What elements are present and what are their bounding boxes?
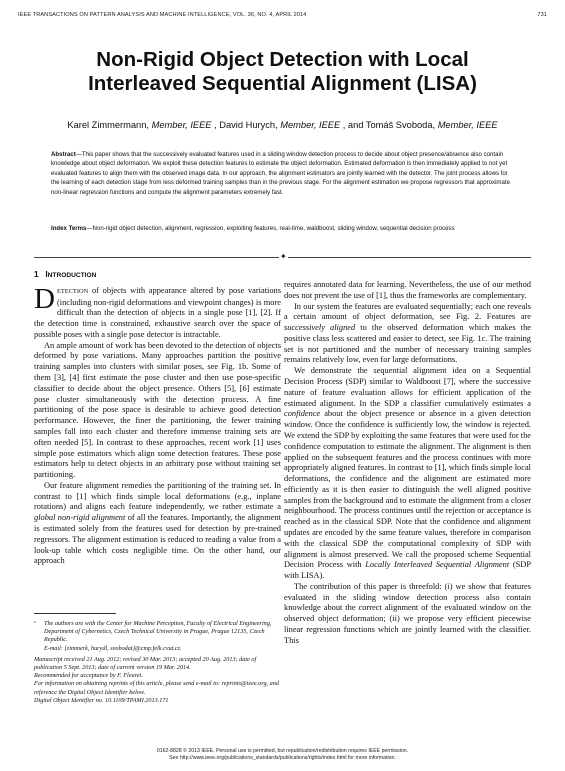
footnotes [34, 620, 281, 705]
index-terms-label: Index Terms [51, 225, 87, 232]
emphasis: Locally Interleaved Sequential Alignment [365, 560, 510, 570]
abstract [51, 150, 514, 197]
author-2-role: Member, IEEE [280, 120, 341, 130]
footnote-affiliation: The authors are with the Center for Machine Perception, Faculty of Electrical Engineering, Department of Cybernetics, Czech Technical University in Prague, Prague 12135, Czech Republic. [44, 620, 272, 644]
paragraph-text: to the observed deformation which makes the positive class less scattered and easier to detect, see Fig. 1c. The training set is not partitioned and the number of necessary training samples remains relatively low, even for large deformations. [284, 323, 531, 365]
footnote-received: Manuscript received 21 Aug. 2012; revised 30 Mar. 2013; accepted 20 Aug. 2013; date of publication 5 Sept. 2013; date of current version 19 Mar. 2014. [34, 655, 257, 672]
paragraph [34, 282, 281, 341]
drop-cap: D [34, 282, 55, 315]
journal-header: IEEE TRANSACTIONS ON PATTERN ANALYSIS AND MACHINE INTELLIGENCE, VOL. 36, NO. 4, APRIL 2014 [18, 12, 307, 18]
paragraph: requires annotated data for learning. Nevertheless, the use of our method does not prevent the use of [1], thus the frameworks are complementary. [284, 280, 531, 300]
author-1-name: Karel Zimmermann, [67, 120, 152, 130]
paper-title [30, 48, 535, 96]
emphasis: successively aligned [284, 323, 356, 333]
abstract-text: —This paper shows that the successively evaluated features used in a sliding window detection process to decide about object presence/absence also contain knowledge about object deformation. We exploit these detection features to estimate the object deformation. Estimated deformation is then immediately applied to not yet evaluated features to align them with the observed image data. In our approach, the alignment estimators are jointly learned with the detector. The joint process allows for the learning of each detection stage from less deformed training samples than in the previous stage. For the alignment estimation we propose regressors that approximate non-linear regression functions and compute the alignment parameters extremely fast. [51, 151, 510, 196]
copyright-line-1: 0162-8828 © 2013 IEEE. Personal use is permitted, but republication/redistribution requires IEEE permission. [156, 748, 409, 754]
paragraph: The contribution of this paper is threefold: (i) we show that features evaluated in the sliding window detection process also contain knowledge about the correct alignment of the evaluated window on the observed object deformation; (ii) we propose very efficient piecewise linear regression functions which are jointly learned with the classifier. This [284, 581, 531, 645]
paragraph-text: In our system the features are evaluated sequentially; each one reveals a certain amount of object deformation, see Fig. 2. Features are [284, 301, 531, 322]
right-column [284, 280, 531, 647]
bullet-icon: • [34, 621, 36, 626]
footnote-editor: Recommended for acceptance by F. Fleuret. [34, 672, 143, 680]
index-terms [51, 224, 514, 233]
footnote-rule [34, 613, 116, 614]
copyright-notice [0, 748, 565, 762]
title-line-1: Non-Rigid Object Detection with Local [96, 48, 469, 71]
footnote-reprints: For information on obtaining reprints of this article, please send e-mail to: reprints@ieee.org, and reference the Digital Object Identifier below. [34, 680, 279, 696]
author-3-name: , and Tomáš Svoboda, [340, 120, 438, 130]
paragraph [284, 302, 531, 367]
footnote-email: E-mail: {zimmerk, hurydl, svobodat}@cmp.felk.cvut.cz. [44, 644, 182, 652]
emphasis: confidence [284, 409, 321, 419]
paragraph-text: of objects with appearance altered by pose variations (including non-rigid deformations and viewpoint changes) is more difficult than the detection of objects in a single pose [1], [2]. If the detection time is constrained, exhaustive search over the space of possible poses with a single pose detector is intractable. [34, 285, 281, 339]
left-column [34, 270, 281, 567]
footnote-doi: Digital Object Identifier no. 10.1109/TPAMI.2013.171 [34, 696, 169, 704]
author-list [10, 120, 555, 130]
paragraph: An ample amount of work has been devoted to the detection of objects deformed by pose variations. Many approaches partition the positive training samples into clusters with similar poses, see Fig. 1b. Some of them [3], [4] first estimate the pose cluster and then use pose-specific classifier to decide about the object presence. Others [5], [6] estimate pose cluster simultaneously with the detection process. A fine partitioning of the pose space is desirable to achieve good detection performance. However, the finer the partitioning, the fewer training samples fall into each cluster and therefore immense training sets are often needed [5]. In contrast to these approaches, recent work [1] uses simple pose estimators which align some detection features. These pose estimators help to detect objects in an arbitrary pose without training set partitioning. [34, 340, 281, 480]
section-title-rest: NTRODUCTION [47, 272, 97, 279]
author-3-role: Member, IEEE [437, 120, 498, 130]
running-head [18, 12, 547, 22]
author-1-role: Member, IEEE [151, 120, 212, 130]
page-number: 731 [537, 12, 547, 18]
paragraph-text: Our feature alignment remedies the partitioning of the training set. In contrast to [1] which finds simple local deformations (e.g., inplane rotations) and aligns each feature independently, we rather estimate a [34, 480, 281, 512]
paragraph [34, 481, 281, 567]
divider-ornament-icon: ✦ [280, 252, 287, 261]
copyright-line-2: See http://www.ieee.org/publications_standards/publications/rights/index.html for more information. [169, 755, 396, 761]
paragraph-text: (SDP with LISA). [284, 560, 531, 581]
section-title-initial: I [45, 270, 48, 279]
section-number: 1 [34, 270, 39, 279]
author-2-name: , David Hurych, [211, 120, 281, 130]
lead-smallcaps: ETECTION [56, 287, 89, 295]
section-heading [34, 270, 281, 282]
paragraph-text: We demonstrate the sequential alignment idea on a Sequential Decision Process (SDP) similar to Waldboost [7], where the successive nature of feature evaluation allows for efficient application of the estimated alignment. In the SDP a classifier cumulatively estimates a [284, 366, 531, 408]
paragraph [284, 366, 531, 582]
title-line-2: Interleaved Sequential Alignment (LISA) [88, 72, 477, 95]
paragraph-text: about the object presence or absence in a given detection window. Once the confidence is sufficiently low, the window is rejected. We extend the SDP by exploiting the same features that were used for the confidence computation to estimate the alignment. The alignment is then applied on the subsequent features and the process continues with more appropriately aligned features. In contrast to [1], which finds simple local deformations, the confidence and the alignment are estimated more efficiently as it is then easier to distinguish the well aligned positive samples from the background and to estimate the alignment from a closer neighbourhood. The process continues until the rejection or acceptance is reached as in the classical SDP. Note that the confidence and alignment updates are encoded by the same feature values, therefore in comparison with the classical SDP the computational complexity of SDP with alignment is almost preserved. We call the proposed scheme Sequential Decision Process with [284, 409, 531, 570]
index-terms-text: —Non-rigid object detection, alignment, regression, exploiting features, real-time, waldboost, sliding window, sequential decision process [86, 225, 455, 232]
abstract-label: Abstract [51, 151, 76, 158]
emphasis: global non-rigid alignment [34, 513, 126, 523]
paragraph-text: of all the features. Importantly, the alignment is estimated solely from the features used for detection by pre-trained regressors. The alignment estimation is reduced to reading a value from a look-up table which costs negligible time. On the other hand, our approach [34, 513, 281, 566]
